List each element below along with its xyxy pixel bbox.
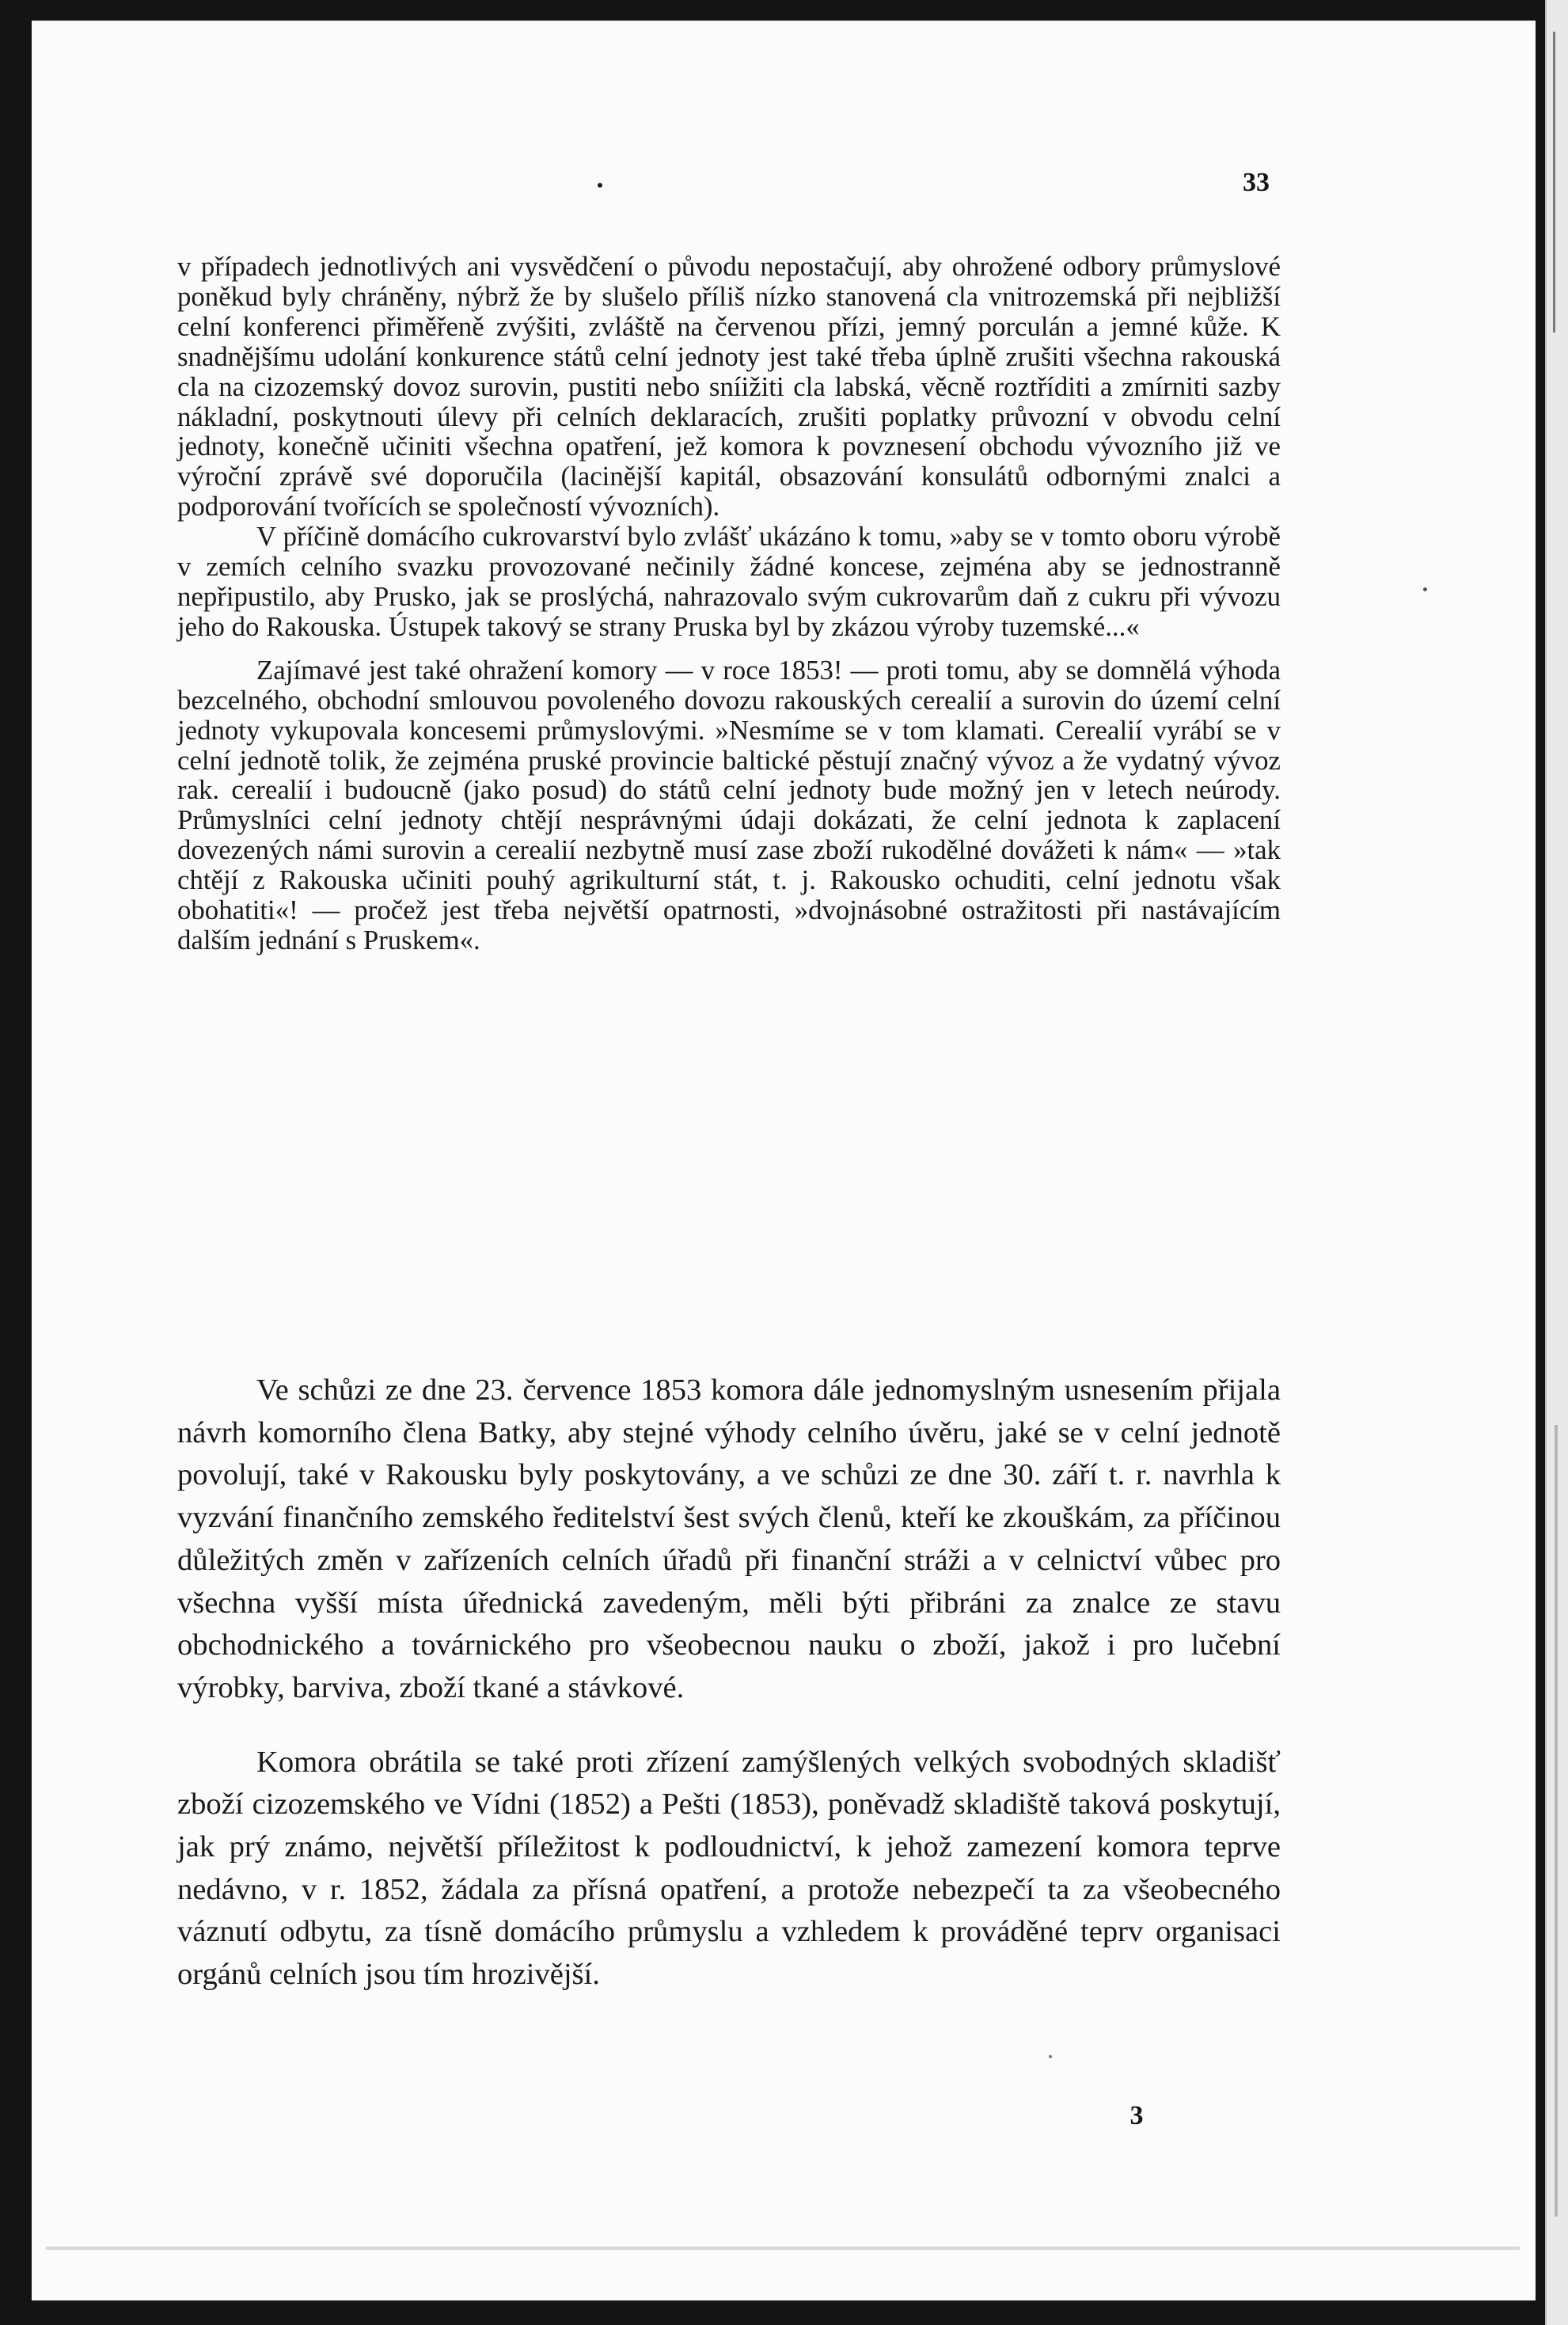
page-number: 33 (1243, 168, 1270, 197)
signature-mark: 3 (1129, 2101, 1144, 2130)
scan-speck (1423, 587, 1427, 591)
body-text-lower (177, 1370, 1281, 1996)
scan-right-margin (1547, 0, 1568, 2325)
body-text-upper (177, 252, 1281, 955)
paragraph: v případech jednotlivých ani vysvědčení o původu nepostačují, aby ohrožené odbory průmyslové poněkud byly chráněny, nýbrž že by slušelo příliš nízko stanovená cla vnitrozemská při nejbližší celní konferenci přiměřeně zvýšiti, zvláště na červenou přízi, jemný porculán a jemné kůže. K snadnějšímu udolání konkurence států celní jednoty jest také třeba úplně zrušiti všechna rakouská cla na cizozemský dovoz surovin, pustiti nebo sníižiti cla labská, věcně roztříditi a zmírniti sazby nákladní, poskytnouti úlevy při celních deklaracích, zrušiti poplatky průvozní v obvodu celní jednoty, konečně učiniti všechna opatření, jež komora k povznesení obchodu vývozního již ve výroční zprávě své doporučila (lacinější kapitál, obsazování konsulátů odbornými znalci a podporování tvořících se společností vývozních). (177, 251, 1281, 522)
paragraph: V příčině domácího cukrovarství bylo zvlášť ukázáno k tomu, »aby se v tomto oboru výrobě v zemích celního svazku provozované nečinily žádné koncese, zejména aby se jednostranně nepřipustilo, aby Prusko, jak se proslýchá, nahrazovalo svým cukrovarům daň z cukru při vývozu jeho do Rakouska. Ústupek takový se strany Pruska byl by zkázou výroby tuzemské...« (177, 521, 1281, 642)
scan-bottom-ruler (46, 2247, 1520, 2250)
paragraph: Komora obrátila se také proti zřízení zamýšlených velkých svobodných skladišť zboží cizozemského ve Vídni (1852) a Pešti (1853), poněvadž skladiště taková poskytují, jak prý známo, největší příležitost k podloudnictví, k jehož zamezení komora teprve nedávno, v r. 1852, žádala za přísná opatření, a protože nebezpečí ta za všeobecného váznutí odbytu, za tísně domácího průmyslu a vzhledem k prováděné teprv organisaci orgánů celních jsou tím hrozivější. (177, 1745, 1281, 1992)
header-dot (598, 183, 602, 188)
paragraph: Ve schůzi ze dne 23. července 1853 komora dále jednomyslným usnesením přijala návrh komorního člena Batky, aby stejné výhody celního úvěru, jaké se v celní jednotě povolují, také v Rakousku byly poskytovány, a ve schůzi ze dne 30. září t. r. navrhla k vyzvání finančního zemského ředitelství šest svých členů, kteří ke zkouškám, za příčinou důležitých změn v zařízeních celních úřadů při finanční stráži a v celnictví vůbec pro všechna vyšší místa úřednická zavedeným, měli býti přibráni za znalce ze stavu obchodnického a továrnického pro všeobecnou nauku o zboží, jakož i pro lučební výrobky, barviva, zboží tkané a stávkové. (177, 1373, 1281, 1704)
scan-speck (1049, 2055, 1052, 2058)
paragraph: Zajímavé jest také ohražení komory — v roce 1853! — proti tomu, aby se domnělá výhoda bezcelného, obchodní smlouvou povoleného dovozu rakouských cerealií a surovin do území celní jednoty vykupovala koncesemi průmyslovými. »Nesmíme se v tom klamati. Cerealií vyrábí se v celní jednotě tolik, že zejména pruské provincie baltické pěstují značný vývoz a že vydatný vývoz rak. cerealií i budoucně (jako posud) do států celní jednoty bude možný jen v letech neúrody. Průmyslníci celní jednoty chtějí nesprávnými údaji dokázati, že celní jednota k zaplacení dovezených námi surovin a cerealií nezbytně musí zase zboží rukodělné dovážeti k nám« — »tak chtějí z Rakouska učiniti pouhý agrikulturní stát, t. j. Rakousko ochuditi, celní jednotu však obohatiti«! — pročež jest třeba největší opatrnosti, »dvojnásobné ostražitosti při nastávajícím dalším jednání s Pruskem«. (177, 654, 1281, 955)
